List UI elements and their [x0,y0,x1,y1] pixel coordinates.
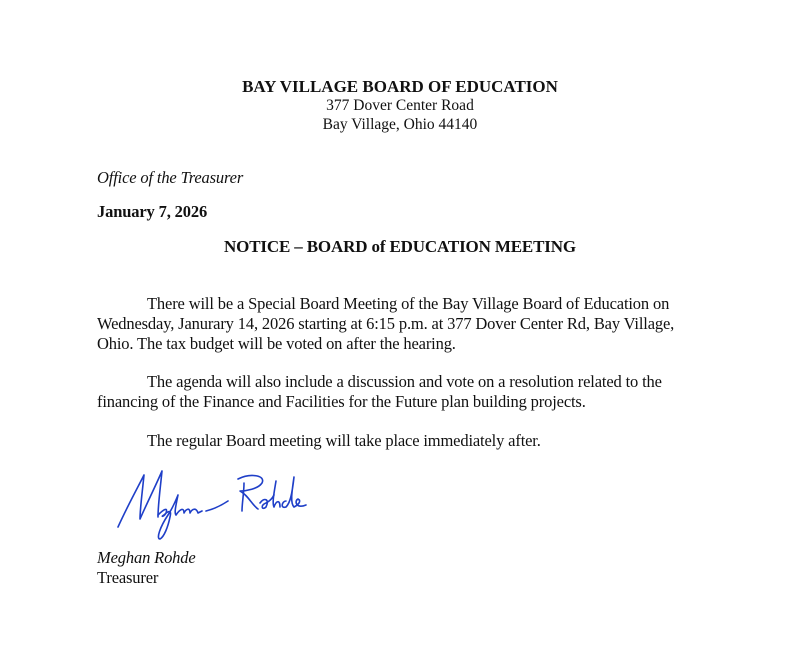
organization-title: BAY VILLAGE BOARD OF EDUCATION [242,77,558,96]
text-line: financing of the Finance and Facilities for the Future plan building projects. [97,392,586,411]
text-line: The agenda will also include a discussion and vote on a resolution related to the [147,372,662,391]
address-line-2: Bay Village, Ohio 44140 [322,116,478,133]
text-line: The regular Board meeting will take place immediately after. [147,431,541,450]
signer-name: Meghan Rohde [97,548,196,567]
signer-title: Treasurer [97,568,159,587]
address-line-1: 377 Dover Center Road [326,97,474,114]
text-line: Wednesday, Janurary 14, 2026 starting at 6:15 p.m. at 377 Dover Center Rd, Bay Village, [97,314,675,333]
text-line: There will be a Special Board Meeting of the Bay Village Board of Education on [147,294,670,313]
notice-title: NOTICE – BOARD of EDUCATION MEETING [224,237,576,256]
handwritten-signature [110,465,310,545]
notice-date: January 7, 2026 [97,202,208,221]
text-line: Ohio. The tax budget will be voted on after the hearing. [97,334,456,353]
office-label: Office of the Treasurer [97,168,244,187]
